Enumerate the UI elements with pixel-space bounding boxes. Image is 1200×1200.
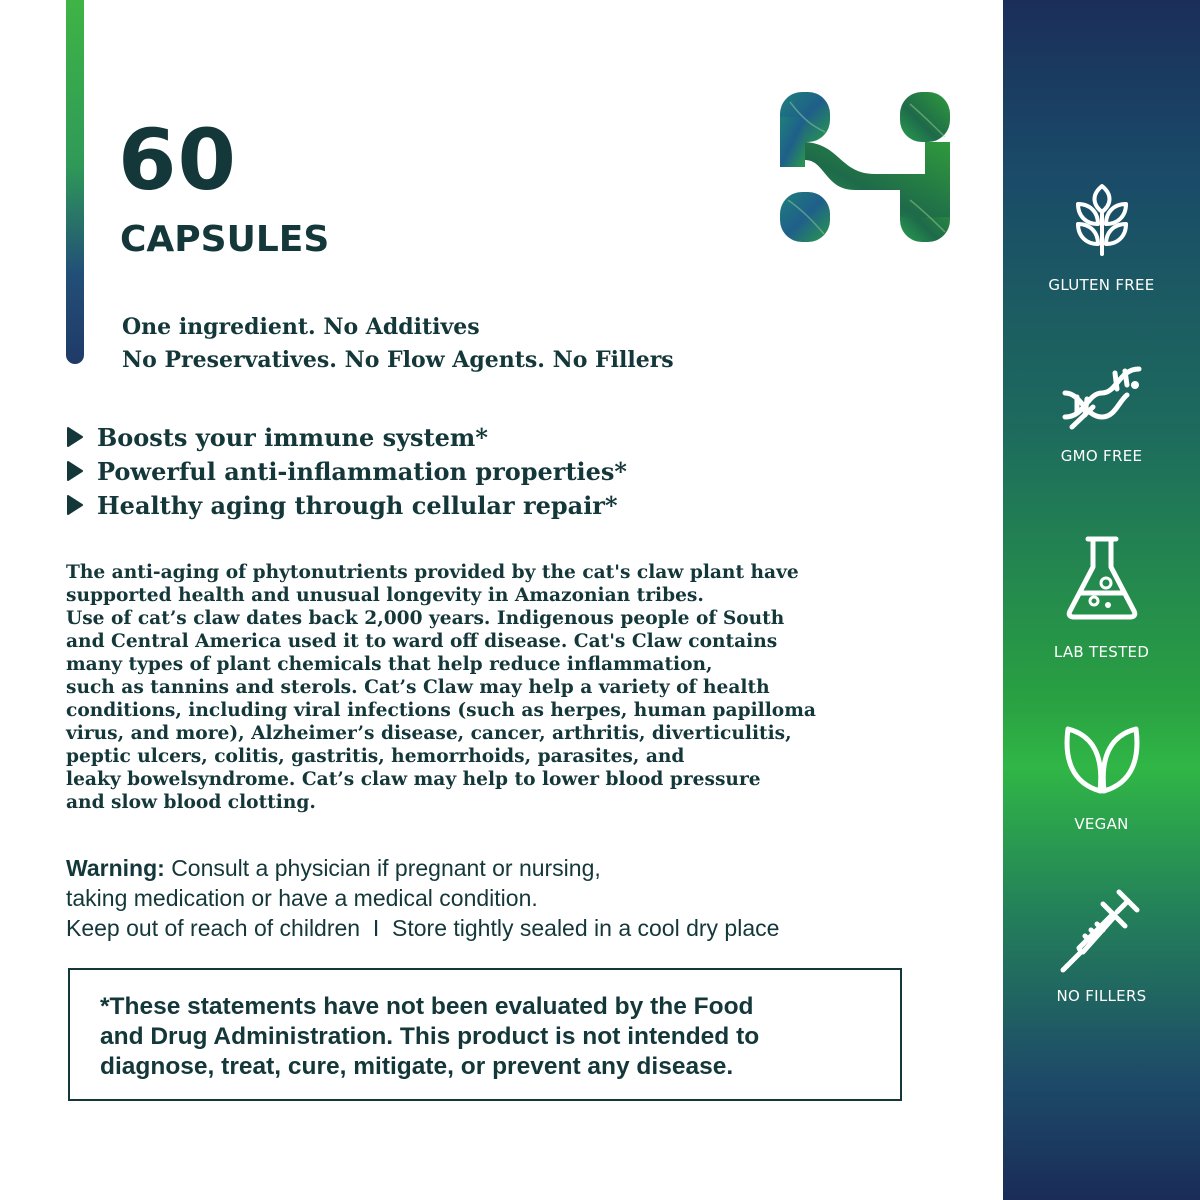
description-line: The anti-aging of phytonutrients provided by the cat's claw plant have xyxy=(66,562,799,583)
badge-gluten-free xyxy=(1003,180,1200,294)
warning-text: Consult a physician if pregnant or nursing, xyxy=(171,855,601,881)
wheat-icon xyxy=(1062,180,1142,260)
capsule-count: 60 xyxy=(118,111,237,209)
badge-label: GLUTEN FREE xyxy=(1048,276,1155,294)
benefit-list xyxy=(66,420,627,522)
description-line: many types of plant chemicals that help reduce inflammation, xyxy=(66,654,713,675)
warning-line xyxy=(66,853,779,883)
description-line: leaky bowelsyndrome. Cat’s claw may help to lower blood pressure xyxy=(66,769,761,790)
play-bullet-icon xyxy=(66,461,83,481)
disclaimer-line: *These statements have not been evaluated by the Food xyxy=(100,993,754,1020)
warning-label: Warning: xyxy=(66,855,165,881)
badge-label: LAB TESTED xyxy=(1053,643,1150,661)
warning-line: taking medication or have a medical condition. xyxy=(66,885,538,911)
warning-block xyxy=(66,853,779,943)
description-line: conditions, including viral infections (such as herpes, human papilloma xyxy=(66,700,816,721)
benefit-text: Healthy aging through cellular repair* xyxy=(97,490,618,520)
description-line: and slow blood clotting. xyxy=(66,792,316,813)
benefit-text: Powerful anti-inflammation properties* xyxy=(97,456,627,486)
badge-vegan xyxy=(1003,725,1200,833)
ingredient-claims xyxy=(122,311,674,377)
accent-bar xyxy=(66,0,84,364)
description xyxy=(66,561,966,814)
claim-line: One ingredient. No Additives xyxy=(122,314,480,340)
claim-line: No Preservatives. No Flow Agents. No Fillers xyxy=(122,347,674,373)
flask-icon xyxy=(1062,535,1142,621)
description-line: Use of cat’s claw dates back 2,000 years. Indigenous people of South xyxy=(66,608,785,629)
benefit-item xyxy=(66,454,627,488)
capsule-unit: CAPSULES xyxy=(120,219,330,260)
fda-disclaimer-text xyxy=(100,992,759,1082)
description-line: supported health and unusual longevity in Amazonian tribes. xyxy=(66,585,704,606)
leaf-icon xyxy=(1062,725,1142,795)
benefit-item xyxy=(66,420,627,454)
benefit-text: Boosts your immune system* xyxy=(97,422,488,452)
badge-no-fillers xyxy=(1003,882,1200,1005)
fda-disclaimer-box xyxy=(68,968,902,1101)
play-bullet-icon xyxy=(66,427,83,447)
badge-gmo-free xyxy=(1003,355,1200,465)
badge-label: GMO FREE xyxy=(1060,447,1143,465)
description-line: peptic ulcers, colitis, gastritis, hemorrhoids, parasites, and xyxy=(66,746,685,767)
benefit-item xyxy=(66,488,627,522)
certification-sidebar xyxy=(1003,0,1200,1200)
disclaimer-line: diagnose, treat, cure, mitigate, or prevent any disease. xyxy=(100,1053,734,1080)
storage-line: Keep out of reach of children I Store tightly sealed in a cool dry place xyxy=(66,915,780,941)
play-bullet-icon xyxy=(66,495,83,515)
badge-lab-tested xyxy=(1003,535,1200,661)
disclaimer-line: and Drug Administration. This product is not intended to xyxy=(100,1023,760,1050)
dna-icon xyxy=(1057,355,1147,435)
badge-label: NO FILLERS xyxy=(1056,987,1147,1005)
description-line: and Central America used it to ward off disease. Cat's Claw contains xyxy=(66,631,778,652)
badge-label: VEGAN xyxy=(1074,815,1129,833)
syringe-icon xyxy=(1057,882,1147,977)
description-line: virus, and more), Alzheimer’s disease, cancer, arthritis, diverticulitis, xyxy=(66,723,792,744)
brand-logo-icon xyxy=(780,92,950,242)
description-line: such as tannins and sterols. Cat’s Claw may help a variety of health xyxy=(66,677,770,698)
